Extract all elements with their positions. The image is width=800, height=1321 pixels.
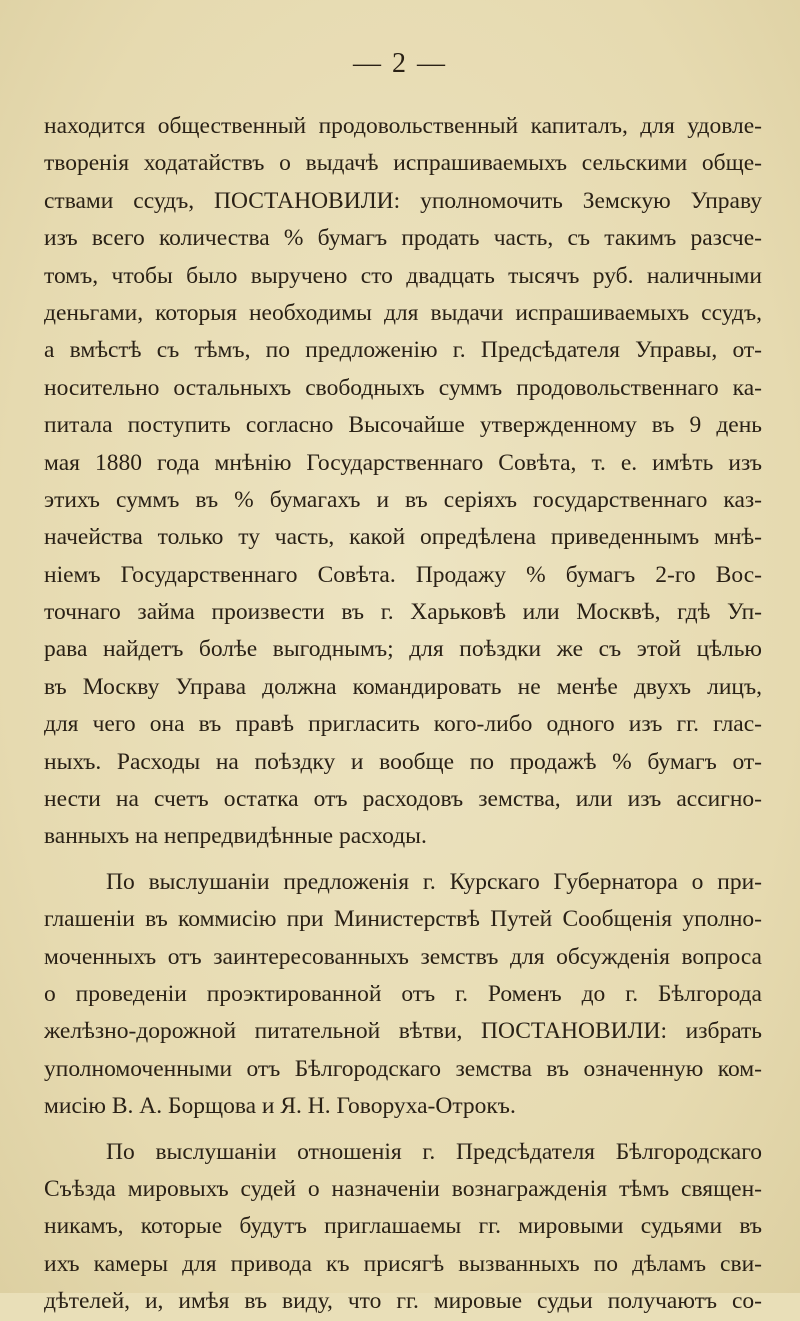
text-line: этихъ суммъ въ % бумагахъ и въ серіяхъ государственнаго каз- <box>44 486 762 513</box>
text-line: ванныхъ на непредвидѣнные расходы. <box>44 823 427 850</box>
paragraph <box>44 1134 762 1321</box>
text-line: никамъ, которые будутъ приглашаемы гг. мировыми судьями въ <box>44 1213 762 1240</box>
text-line: томъ, чтобы было выручено сто двадцать тысячъ руб. наличными <box>44 262 762 289</box>
text-line: носительно остальныхъ свободныхъ суммъ продовольственнаго ка- <box>44 374 762 401</box>
text-line: ныхъ. Расходы на поѣздку и вообще по продажѣ % бумагъ от- <box>44 748 762 775</box>
text-line: По выслушаніи отношенія г. Предсѣдателя Бѣлгородскаго <box>106 1138 762 1165</box>
text-line: начейства только ту часть, какой опредѣлена приведеннымъ мнѣ- <box>44 524 762 551</box>
text-line: деньгами, которыя необходимы для выдачи испрашиваемыхъ ссудъ, <box>44 299 762 326</box>
page-number: — 2 — <box>353 48 447 79</box>
text-line: ихъ камеры для привода къ присягѣ вызванныхъ по дѣламъ сви- <box>44 1250 762 1277</box>
paragraph-gap <box>44 1126 762 1134</box>
paragraph <box>44 864 762 1126</box>
text-line: желѣзно-дорожной питательной вѣтви, ПОСТАНОВИЛИ: избрать <box>44 1018 762 1045</box>
text-line: дѣтелей, и, имѣя въ виду, что гг. мировые судьи получаютъ со- <box>44 1288 762 1315</box>
text-line: а вмѣстѣ съ тѣмъ, по предложенію г. Предсѣдателя Управы, от- <box>44 337 762 364</box>
paragraph <box>44 108 762 856</box>
text-line: находится общественный продовольственный капиталъ, для удовле- <box>44 113 762 139</box>
text-line: рава найдетъ болѣе выгоднымъ; для поѣздки же съ этой цѣлью <box>44 636 762 663</box>
text-line: ствами ссудъ, ПОСТАНОВИЛИ: уполномочить Земскую Управу <box>44 187 762 214</box>
text-line: творенія ходатайствъ о выдачѣ испрашиваемыхъ сельскими обще- <box>44 150 762 177</box>
text-line: изъ всего количества % бумагъ продать часть, съ такимъ разсче- <box>44 225 762 252</box>
paragraph-gap <box>44 856 762 864</box>
text-line: глашеніи въ коммисію при Министерствѣ Путей Сообщенія уполно- <box>44 906 762 933</box>
text-line: ніемъ Государственнаго Совѣта. Продажу % бумагъ 2-го Вос- <box>44 561 762 588</box>
text-line: моченныхъ отъ заинтересованныхъ земствъ для обсужденія вопроса <box>44 943 762 970</box>
text-line: для чего она въ правѣ пригласить кого-либо одного изъ гг. глас- <box>44 711 762 738</box>
text-line: мисію В. А. Борщова и Я. Н. Говоруха-Отрокъ. <box>44 1093 516 1120</box>
text-line: уполномоченными отъ Бѣлгородскаго земства въ означенную ком- <box>44 1055 762 1082</box>
text-line: точнаго займа произвести въ г. Харьковѣ или Москвѣ, гдѣ Уп- <box>44 599 762 626</box>
text-body <box>44 108 762 1321</box>
text-line: Съѣзда мировыхъ судей о назначеніи вознагражденія тѣмъ священ- <box>44 1175 762 1202</box>
text-line: мая 1880 года мнѣнію Государственнаго Совѣта, т. е. имѣть изъ <box>44 449 762 476</box>
text-line: По выслушаніи предложенія г. Курскаго Губернатора о при- <box>106 868 762 895</box>
text-line: нести на счетъ остатка отъ расходовъ земства, или изъ ассигно- <box>44 786 762 813</box>
text-line: о проведеніи проэктированной отъ г. Роменъ до г. Бѣлгорода <box>44 980 762 1007</box>
text-line: питала поступить согласно Высочайше утвержденному въ 9 день <box>44 412 762 439</box>
text-line: въ Москву Управа должна командировать не менѣе двухъ лицъ, <box>44 673 762 700</box>
